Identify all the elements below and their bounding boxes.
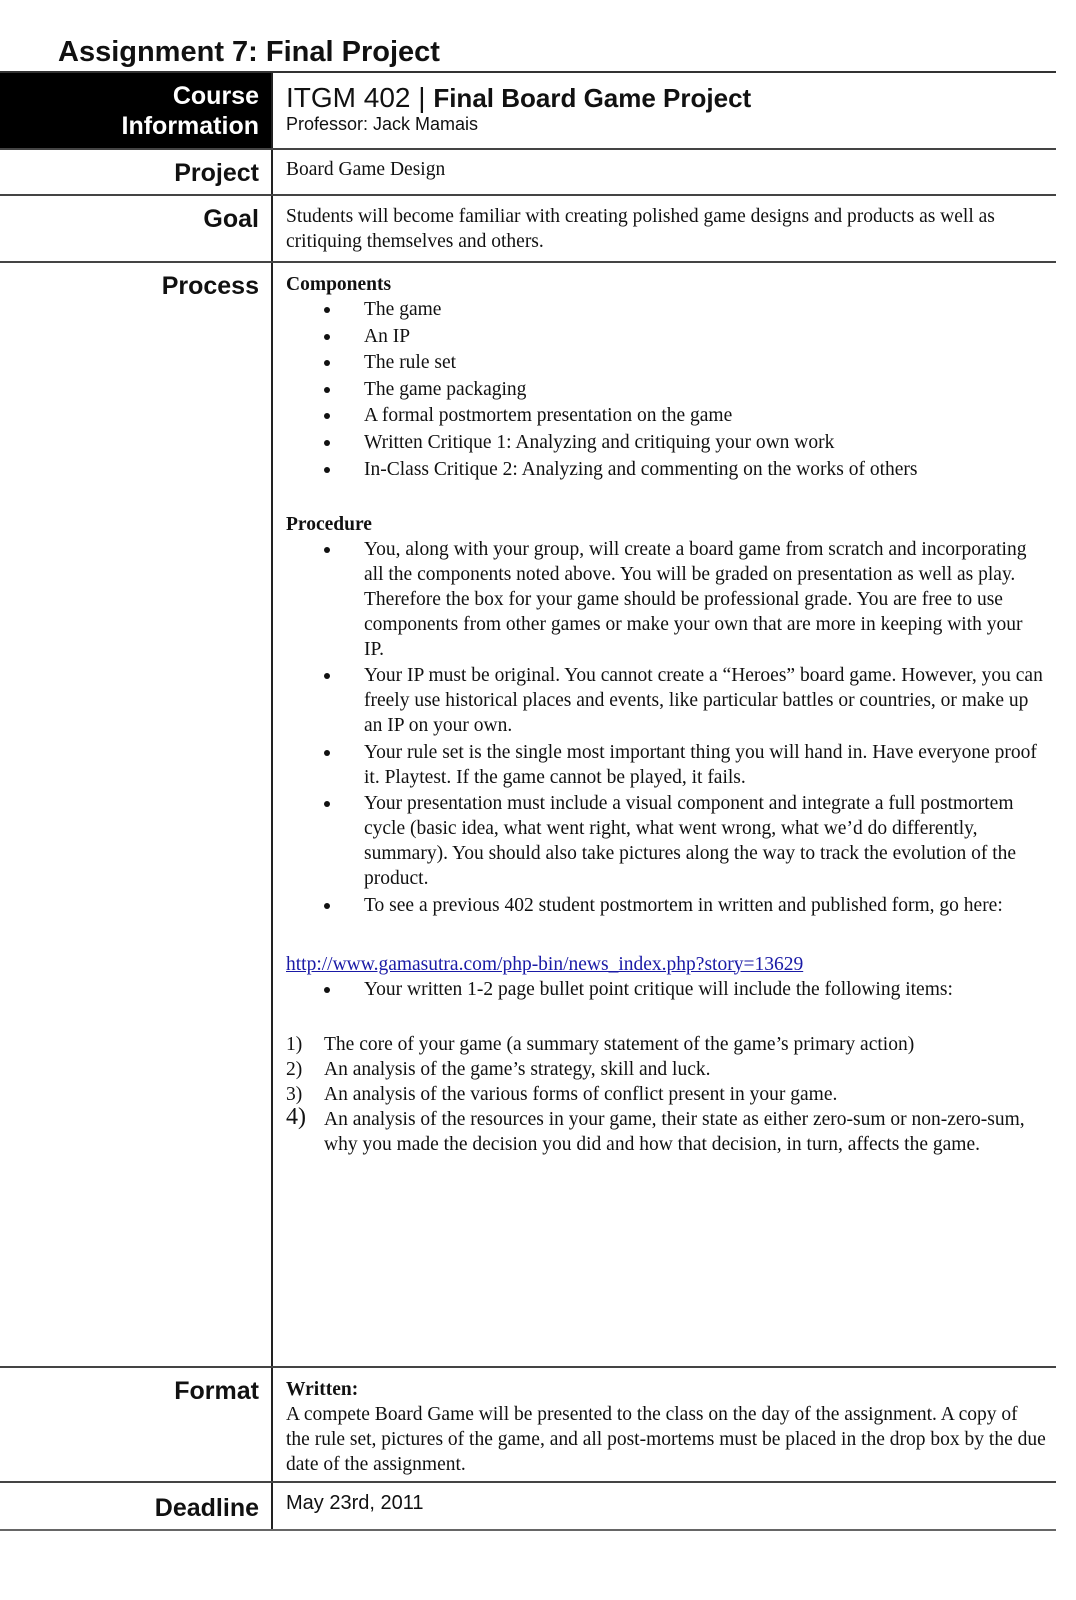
bullet-icon xyxy=(324,307,330,313)
page-title: Assignment 7: Final Project xyxy=(58,36,440,68)
bullet-icon xyxy=(324,750,330,756)
list-item: Your written 1-2 page bullet point critique will include the following items: xyxy=(286,977,1046,1002)
list-item: An IP xyxy=(286,324,1046,349)
professor-name: Professor: Jack Mamais xyxy=(286,114,479,134)
process-row xyxy=(0,263,1056,1368)
bullet-icon xyxy=(324,467,330,473)
bullet-icon xyxy=(324,334,330,340)
format-value: A compete Board Game will be presented to the class on the day of the assignment. A copy of the rule set, pictures of the game, and all post-mortems must be placed in the drop box by the due date of the assignment. xyxy=(286,1404,1046,1475)
list-item: A formal postmortem presentation on the game xyxy=(286,403,1046,428)
course-label-line1: Course xyxy=(172,82,259,110)
project-label: Project xyxy=(0,150,273,194)
bullet-icon xyxy=(324,903,330,909)
list-item: Written Critique 1: Analyzing and critiquing your own work xyxy=(286,430,1046,455)
written-label: Written: xyxy=(286,1379,359,1400)
bullet-icon xyxy=(324,987,330,993)
list-item: To see a previous 402 student postmortem in written and published form, go here: xyxy=(286,893,1046,918)
course-information-row xyxy=(0,73,1056,150)
critique-intro-list xyxy=(286,977,1046,1002)
bullet-icon xyxy=(324,387,330,393)
components-list xyxy=(286,297,1046,482)
critique-items-list xyxy=(286,1032,1046,1157)
procedure-list xyxy=(286,537,1046,918)
bullet-icon xyxy=(324,413,330,419)
goal-label: Goal xyxy=(0,196,273,261)
course-name: Final Board Game Project xyxy=(433,83,752,113)
bullet-icon xyxy=(324,440,330,446)
bullet-icon xyxy=(324,801,330,807)
procedure-heading: Procedure xyxy=(286,513,372,535)
gamasutra-postmortem-link[interactable]: http://www.gamasutra.com/php-bin/news_index.php?story=13629 xyxy=(286,953,804,975)
project-value: Board Game Design xyxy=(286,159,446,180)
goal-row xyxy=(0,196,1056,263)
bullet-icon xyxy=(324,547,330,553)
deadline-label: Deadline xyxy=(0,1483,273,1529)
list-item: 3) An analysis of the various forms of conflict present in your game. xyxy=(286,1083,838,1105)
deadline-value: May 23rd, 2011 xyxy=(286,1492,424,1514)
project-row xyxy=(0,150,1056,196)
list-item: The game xyxy=(286,297,1046,322)
course-title xyxy=(286,73,1046,113)
list-item: Your IP must be original. You cannot create a “Heroes” board game. However, you can freely use historical places and events, like particular battles or countries, or make up an IP on your own. xyxy=(286,663,1046,738)
deadline-row xyxy=(0,1483,1056,1531)
list-item: In-Class Critique 2: Analyzing and commenting on the works of others xyxy=(286,457,1046,482)
course-information-label xyxy=(0,73,273,148)
list-item: Your rule set is the single most important thing you will hand in. Have everyone proof it. Playtest. If the game cannot be played, it fails. xyxy=(286,740,1046,790)
list-item: The rule set xyxy=(286,350,1046,375)
list-item: The game packaging xyxy=(286,377,1046,402)
process-cell xyxy=(273,263,1056,1366)
format-label: Format xyxy=(0,1368,273,1481)
bullet-icon xyxy=(324,673,330,679)
components-heading: Components xyxy=(286,274,392,295)
format-row xyxy=(0,1368,1056,1483)
goal-value: Students will become familiar with creating polished game designs and products as well as critiquing themselves and others. xyxy=(286,206,995,252)
list-item: 2) An analysis of the game’s strategy, skill and luck. xyxy=(286,1058,711,1080)
course-information-cell xyxy=(273,73,1056,148)
format-cell xyxy=(273,1368,1056,1481)
course-code: ITGM 402 | xyxy=(286,82,434,113)
assignment-table xyxy=(0,71,1056,1531)
list-item: 1) The core of your game (a summary statement of the game’s primary action) xyxy=(286,1033,915,1055)
list-item: 4) An analysis of the resources in your game, their state as either zero-sum or non-zero-sum, why you made the decision you did and how that decision, in turn, affects the game. xyxy=(286,1103,1025,1155)
process-label: Process xyxy=(0,263,273,1366)
course-label-line2: Information xyxy=(121,112,259,140)
bullet-icon xyxy=(324,360,330,366)
list-item: Your presentation must include a visual component and integrate a full postmortem cycle (basic idea, what went right, what went wrong, what we’d do differently, summary). You should also take pictures along the way to track the evolution of the product. xyxy=(286,791,1046,891)
list-item: You, along with your group, will create a board game from scratch and incorporating all the components noted above. You will be graded on presentation as well as play. Therefore the box for your game should be professional grade. You are free to use components from other games or make your own that are more in keeping with your IP. xyxy=(286,537,1046,662)
